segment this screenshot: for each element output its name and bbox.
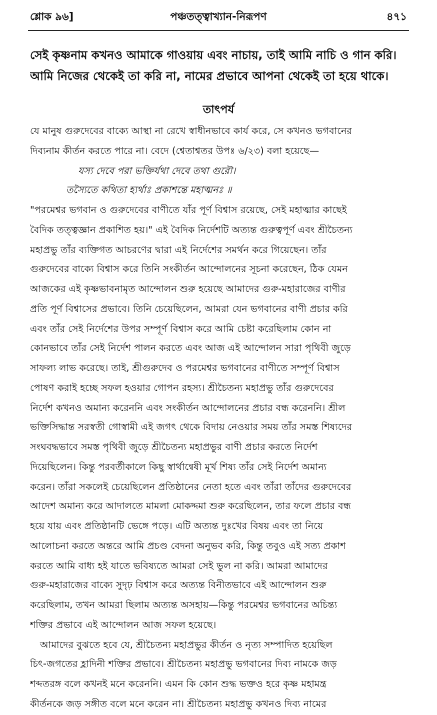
body-line: যে মানুষ গুরুদেবের বাক্যে আস্থা না রেখে স্বাধীনভাবে কার্য করে, সে কখনও ভগবানের (30, 126, 352, 137)
body-line: আলোচনা করতে অন্তরে আমি প্রচণ্ড বেদনা অনুভব করি, কিন্তু তবুও এই সত্য প্রকাশ (30, 540, 346, 552)
body-line: শক্তির প্রভাবে এই আন্দোলন আজ সফল হয়েছে। (30, 619, 217, 631)
body-line: ভক্তিসিদ্ধান্ত সরস্বতী গোস্বামী এই জগৎ থেকে বিদায় নেওয়ার সময় তাঁর সমস্ত শিষ্যদের (30, 422, 353, 434)
translation-line: আমি নিজের থেকেই তা করি না, নামের প্রভাবে আপনা থেকেই তা হয়ে থাকে। (30, 69, 389, 83)
chapter-title: পঞ্চতত্ত্বাখ্যান-নিরূপণ (170, 11, 267, 23)
body-line: "পরমেশ্বর ভগবান ও গুরুদেবের বাণীতে যাঁর পূর্ণ বিশ্বাস রয়েছে, সেই মহাত্মার কাছেই (30, 205, 347, 216)
body-line: দিব্যনাম কীর্তন করতে পারে না। বেদে (শ্বেতাশ্বতর উপঃ ৬/২৩) বলা হয়েছে— (30, 145, 320, 157)
purport-body (30, 122, 411, 715)
body-line: আজকের এই কৃষ্ণভাবনামৃত আন্দোলন শুরু হয়েছে আমাদের গুরু-মহারাজের বাণীর (30, 284, 346, 295)
body-line: এবং তাঁর সেই নির্দেশের উপর সম্পূর্ণ বিশ্বাস করে আমি চেষ্টা করেছিলাম কোন না (30, 323, 332, 335)
body-line: শব্দতরঙ্গ বলে কখনই মনে করেননি। এমন কি কোন শুদ্ধ ভক্তও হরে কৃষ্ণ মহামন্ত্র (30, 679, 327, 690)
body-line: আমাদের বুঝতে হবে যে, শ্রীচৈতন্য মহাপ্রভুর কীর্তন ও নৃত্য সম্পাদিত হয়েছিল (40, 639, 333, 651)
sanskrit-verse-line: যস্য দেবে পরা ভক্তির্যথা দেবে তথা গুরৌ। (78, 165, 236, 177)
body-line: সাফল্য লাভ করেছে। তাই, শ্রীগুরুদেব ও পরমেশ্বর ভগবানের বাণীতে সম্পূর্ণ বিশ্বাস (30, 363, 340, 374)
sanskrit-verse-line: তস্যৈতে কথিতা হ্যর্থাঃ প্রকাশন্তে মহাত্মনঃ ॥ (66, 185, 232, 197)
page-number: ৪৭১ (386, 11, 407, 23)
body-line: কোনভাবে তাঁর সেই নির্দেশ পালন করতে এবং আজ এই আন্দোলন সারা পৃথিবী জুড়ে (30, 343, 351, 355)
page-header (30, 10, 407, 28)
body-line: করেন। তাঁরা সকলেই চেয়েছিলেন প্রতিষ্ঠানের নেতা হতে এবং তাঁরা তাঁদের গুরুদেবের (30, 481, 352, 493)
body-line: চিৎ-জগতের হ্লাদিনী শক্তির প্রভাবে। শ্রীচৈতন্য মহাপ্রভু ভগবানের দিব্য নামকে জড় (30, 659, 337, 671)
purport-heading: তাৎপর্য (202, 103, 235, 116)
body-line: আদেশ অমান্য করে আদালতে মামলা মোকদ্দমা শুরু করেছিলেন, তার ফলে প্রচার বন্ধ (30, 501, 351, 513)
verse-reference: শ্লোক ৯৬] (30, 11, 74, 23)
translation-block (30, 45, 411, 87)
body-line: প্রতি পূর্ণ বিশ্বাসের প্রভাবে। তিনি চেয়েছিলেন, আমরা যেন ভগবানের বাণী প্রচার করি (30, 303, 348, 315)
body-line: কীর্তনকে জড় সঙ্গীত বলে মনে করেন না। শ্রীচৈতন্য মহাপ্রভু কখনও দিব্য নামের (30, 698, 327, 710)
translation-line: সেই কৃষ্ণনাম কখনও আমাকে গাওয়ায় এবং নাচায়, তাই আমি নাচি ও গান করি। (30, 48, 397, 62)
body-line: নির্দেশ কখনও অমান্য করেননি এবং সংকীর্তন আন্দোলনের প্রচার বন্ধ করেননি। শ্রীল (30, 402, 346, 414)
body-line: সংঘবদ্ধভাবে সমস্ত পৃথিবী জুড়ে শ্রীচৈতন্য মহাপ্রভুর বাণী প্রচার করতে নির্দেশ (30, 442, 318, 453)
body-line: করেছিলাম, তখন আমরা ছিলাম অত্যন্ত অসহায়—কিন্তু পরমেশ্বর ভগবানের অচিন্ত্য (30, 600, 338, 611)
body-line: পোষণ করাই হচ্ছে সফল হওয়ার গোপন রহস্য। শ্রীচৈতন্য মহাপ্রভু তাঁর গুরুদেবের (30, 382, 334, 394)
body-line: বৈদিক তত্ত্বজ্ঞান প্রকাশিত হয়।" এই বৈদিক নির্দেশটি অত্যন্ত গুরুত্বপূর্ণ এবং শ্রীচৈতন্য (30, 224, 353, 236)
body-line: গুরুদেবের বাক্যে বিশ্বাস করে তিনি সংকীর্তন আন্দোলনের সূচনা করেছেন, ঠিক যেমন (30, 264, 348, 276)
body-line: হয়ে যায় এবং প্রতিষ্ঠানটি ভেঙ্গে পড়ে। এটি অত্যন্ত দুঃখের বিষয় এবং তা নিয়ে (30, 521, 324, 532)
body-line: গুরু-মহারাজের বাক্যে সুদৃঢ় বিশ্বাস করে অত্যন্ত বিনীতভাবে এই আন্দোলন শুরু (30, 580, 327, 592)
body-line: মহাপ্রভু তাঁর ব্যক্তিগত আচরণের দ্বারা এই নির্দেশের সমর্থন করে গিয়েছেন। তাঁর (30, 244, 327, 256)
body-line: করতে আমি বাধ্য হই যাতে ভবিষ্যতে আমরা সেই ভুল না করি। আমরা আমাদের (30, 560, 328, 572)
body-line: দিয়েছিলেন। কিন্তু পরবর্তীকালে কিছু স্বার্থান্বেষী মূর্খ শিষ্য তাঁর সেই নির্দেশ অমান্য (30, 461, 327, 473)
header-divider (28, 30, 409, 31)
